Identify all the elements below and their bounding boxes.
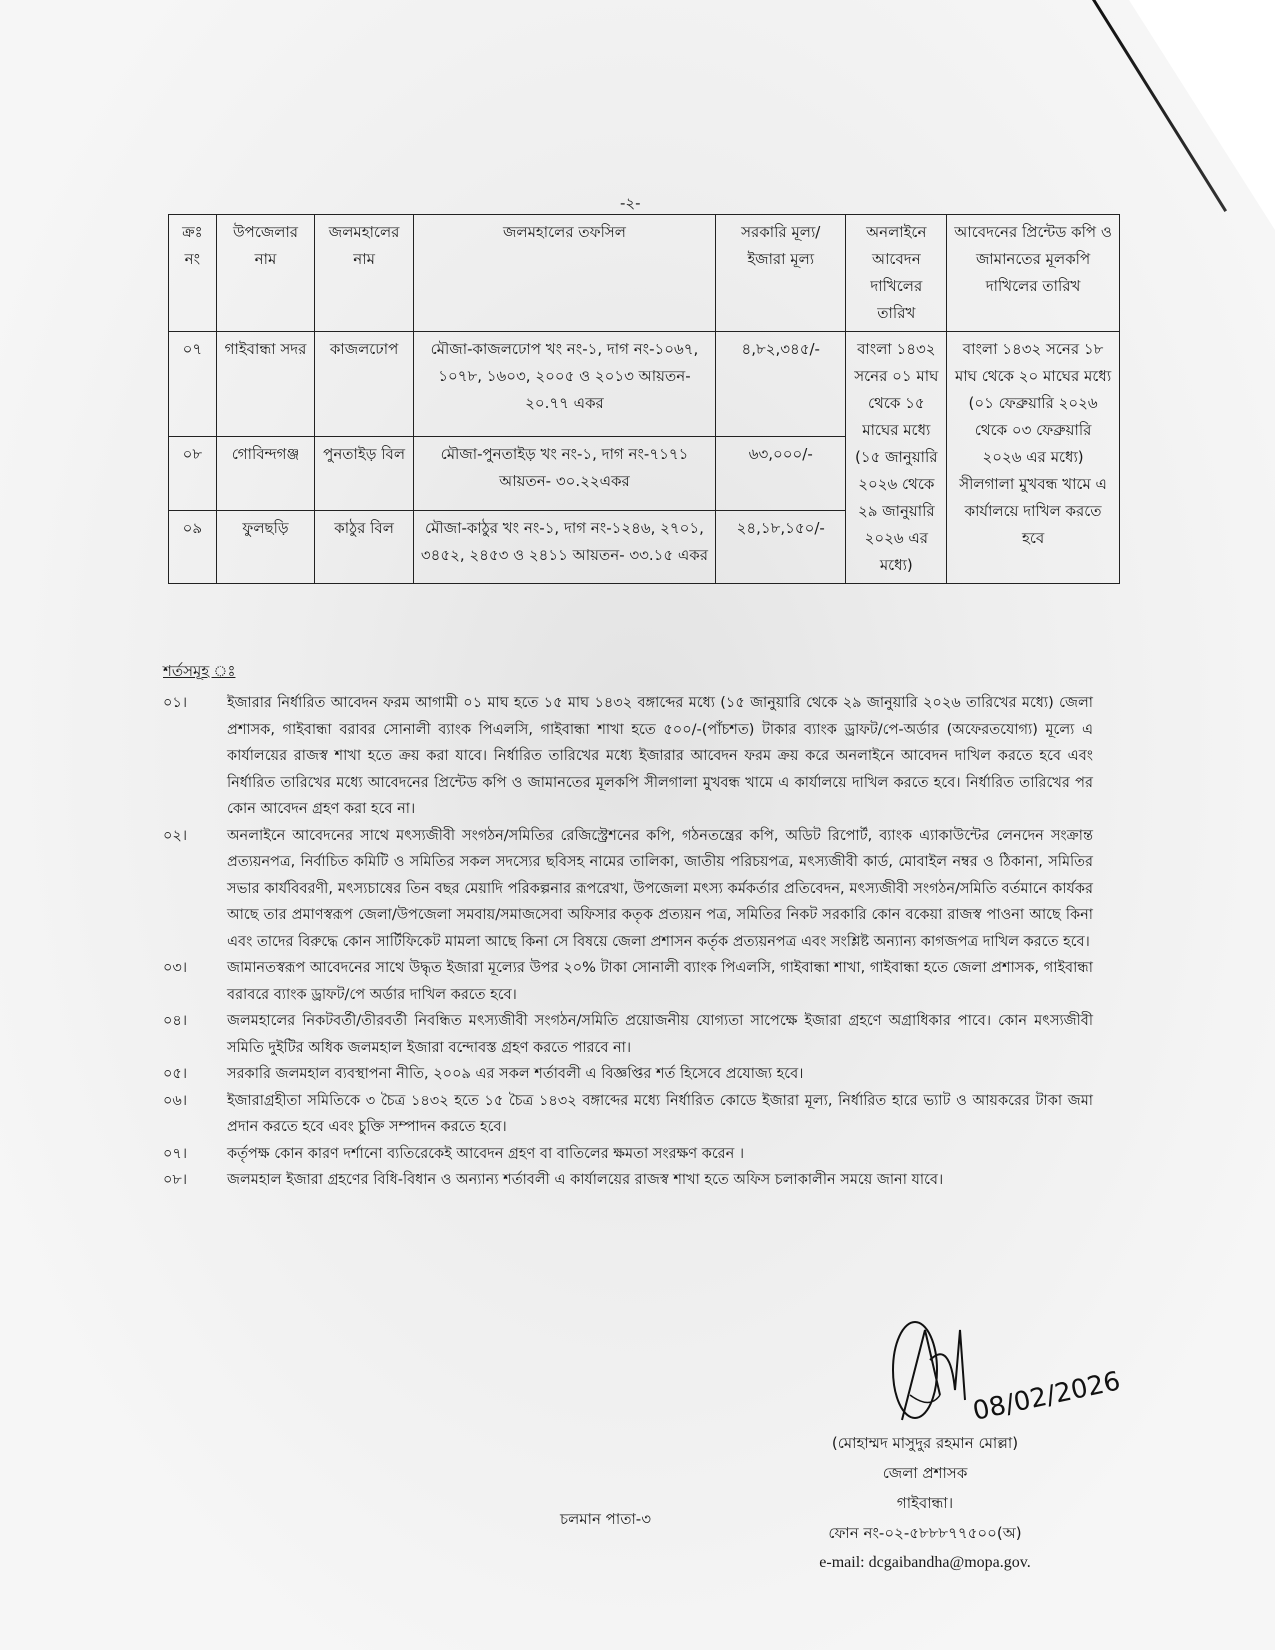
signatory-office: গাইবান্ধা। [896,1494,954,1512]
cell-jalmahal: কাঠুর বিল [315,510,414,584]
cell-price: ২৪,১৮,১৫০/- [716,510,846,584]
term-number: ০৬। [163,1092,188,1109]
signatory-designation: জেলা প্রশাসক [882,1464,968,1482]
continued-page-note: চলমান পাতা-৩ [560,1510,651,1528]
signatory-name: (মোহাম্মদ মাসুদুর রহমান মোল্লা) [831,1434,1019,1452]
cell-upazila: গাইবান্ধা সদর [216,332,315,437]
cell-serial: ০৮ [169,437,217,511]
term-text: জলমহাল ইজারা গ্রহণের বিধি-বিধান ও অন্যান্য শর্তাবলী এ কার্যালয়ের রাজস্ব শাখা হতে অফিস চলাকালীন সময়ে জানা যাবে। [227,1172,944,1188]
term-text: কর্তৃপক্ষ কোন কারণ দর্শানো ব্যতিরেকেই আবেদন গ্রহণ বা বাতিলের ক্ষমতা সংরক্ষণ করেন । [227,1145,745,1162]
cell-details: মৌজা-পুনতাইড় খং নং-১, দাগ নং-৭১৭১ আয়তন- ৩০.২২একর [413,437,715,511]
header-details: জলমহালের তফসিল [413,215,715,332]
term-number: ০৪। [163,1013,188,1029]
cell-jalmahal: পুনতাইড় বিল [315,437,414,511]
term-number: ০২। [163,827,188,844]
cell-upazila: ফুলছড়ি [216,510,315,584]
term-text: অনলাইনে আবেদনের সাথে মৎস্যজীবী সংগঠন/সমিতির রেজিস্ট্রেশনের কপি, গঠনতন্ত্রের কপি, অডিট রিপোর্ট, ব্যাংক এ্যাকাউন্টের লেনদেন সংক্রান্ত প্রত্যয়নপত্র, নির্বাচিত কমিটি ও সমিতির সকল সদস্যের ছবিসহ নামের তালিকা, জাতীয় পরিচয়পত্র, মৎস্যজীবী কার্ড, মোবাইল নম্বর ও ঠিকানা, সমিতির সভার কার্যবিবরণী, মৎস্যচাষের তিন বছর মেয়াদি পরিকল্পনার রূপরেখা, উপজেলা মৎস্য কর্মকর্তার প্রতিবেদন, মৎস্যজীবী সংগঠন/সমিতি বর্তমানে কার্যকর আছে তার প্রমাণস্বরূপ জেলা/উপজেলা সমবায়/সমাজসেবা অফিসার কতৃক প্রত্যয়ন পত্র, সমিতির নিকট সরকারি কোন বকেয়া রাজস্ব পাওনা আছে কিনা এবং তাদের বিরুদ্ধে কোন সার্টিফিকেট মামলা আছে কিনা সে বিষয়ে জেলা প্রশাসন কর্তৃক প্রত্যয়নপত্র এবং সংশ্লিষ্ট অন্যান্য কাগজপত্র দাখিল করতে হবে। [227,827,1093,950]
signatory-email: e-mail: dcgaibandha@mopa.gov. [819,1554,1031,1571]
page-number: -২- [620,194,641,212]
term-item [163,1008,1093,1061]
folded-corner [1035,0,1275,230]
signatory-phone: ফোন নং-০২-৫৮৮৮৭৭৫০০(অ) [828,1524,1022,1542]
header-serial: ক্রঃ নং [169,215,217,332]
term-text: জলমহালের নিকটবর্তী/তীরবর্তী নিবন্ধিত মৎস্যজীবী সংগঠন/সমিতি প্রয়োজনীয় যোগ্যতা সাপেক্ষে ইজারা গ্রহণে অগ্রাধিকার পাবে। কোন মৎস্যজীবী সমিতি দুইটির অধিক জলমহাল ইজারা বন্দোবস্ত গ্রহণ করতে পারবে না। [227,1013,1093,1056]
term-number: ০১। [163,695,188,711]
term-item [163,690,1093,823]
term-text: সরকারি জলমহাল ব্যবস্থাপনা নীতি, ২০০৯ এর সকল শর্তাবলী এ বিজ্ঞপ্তির শর্ত হিসেবে প্রযোজ্য হবে। [227,1066,804,1082]
header-online-date: অনলাইনে আবেদন দাখিলের তারিখ [846,215,947,332]
signatory-block [760,1428,1090,1578]
term-number: ০৩। [163,960,188,976]
term-text: ইজারার নির্ধারিত আবেদন ফরম আগামী ০১ মাঘ হতে ১৫ মাঘ ১৪৩২ বঙ্গাব্দের মধ্যে (১৫ জানুয়ারি থেকে ২৯ জানুয়ারি ২০২৬ তারিখের মধ্যে) জেলা প্রশাসক, গাইবান্ধা বরাবর সোনালী ব্যাংক পিএলসি, গাইবান্ধা শাখা হতে ৫০০/-(পাঁচশত) টাকার ব্যাংক ড্রাফট/পে-অর্ডার (অফেরতযোগ্য) মূল্যে এ কার্যালয়ের রাজস্ব শাখা হতে ক্রয় করা যাবে। নির্ধারিত তারিখের মধ্যে ইজারার আবেদন ফরম ক্রয় করে অনলাইনে আবেদন দাখিল করতে হবে এবং নির্ধারিত তারিখের মধ্যে আবেদনের প্রিন্টেড কপি ও জামানতের মূলকপি সীলগালা মুখবন্ধ খামে এ কার্যালয়ে দাখিল করতে হবে। নির্ধারিত তারিখের পর কোন আবেদন গ্রহণ করা হবে না। [227,695,1093,817]
term-item [163,823,1093,956]
term-text: ইজারাগ্রহীতা সমিতিকে ৩ চৈত্র ১৪৩২ হতে ১৫ চৈত্র ১৪৩২ বঙ্গাব্দের মধ্যে নির্ধারিত কোডে ইজারা মূল্য, নির্ধারিত হারে ভ্যাট ও আয়করের টাকা জমা প্রদান করতে হবে এবং চুক্তি সম্পাদন করতে হবে। [227,1092,1093,1135]
term-item [163,1141,1093,1168]
table-header-row [169,215,1120,332]
term-item [163,955,1093,1008]
terms-list [163,690,1093,1194]
cell-details: মৌজা-কাজলঢোপ খং নং-১, দাগ নং-১০৬৭, ১০৭৮, ১৬০৩, ২০০৫ ও ২০১৩ আয়তন- ২০.৭৭ একর [413,332,715,437]
header-jalmahal: জলমহালের নাম [315,215,414,332]
cell-price: ৪,৮২,৩৪৫/- [716,332,846,437]
header-price: সরকারি মূল্য/ ইজারা মূল্য [716,215,846,332]
cell-submission-date: বাংলা ১৪৩২ সনের ১৮ মাঘ থেকে ২০ মাঘের মধ্যে (০১ ফেব্রুয়ারি ২০২৬ থেকে ০৩ ফেব্রুয়ারি ২০২৬ এর মধ্যে) সীলগালা মুখবন্ধ খামে এ কার্যালয়ে দাখিল করতে হবে [947,332,1120,584]
jalmahal-table [168,214,1120,584]
term-item [163,1088,1093,1141]
cell-jalmahal: কাজলঢোপ [315,332,414,437]
term-item [163,1061,1093,1088]
cell-upazila: গোবিন্দগঞ্জ [216,437,315,511]
header-upazila: উপজেলার নাম [216,215,315,332]
term-number: ০৫। [163,1066,188,1082]
term-number: ০৭। [163,1145,188,1162]
terms-heading: শর্তসমূহ ঃ [163,662,236,680]
header-submission-date: আবেদনের প্রিন্টেড কপি ও জামানতের মূলকপি দাখিলের তারিখ [947,215,1120,332]
cell-serial: ০৯ [169,510,217,584]
cell-details: মৌজা-কাঠুর খং নং-১, দাগ নং-১২৪৬, ২৭০১, ৩৪৫২, ২৪৫৩ ও ২৪১১ আয়তন- ৩৩.১৫ একর [413,510,715,584]
cell-price: ৬৩,০০০/- [716,437,846,511]
term-number: ০৮। [163,1172,188,1188]
cell-online-date: বাংলা ১৪৩২ সনের ০১ মাঘ থেকে ১৫ মাঘের মধ্যে (১৫ জানুয়ারি ২০২৬ থেকে ২৯ জানুয়ারি ২০২৬ এর মধ্যে) [846,332,947,584]
term-item [163,1167,1093,1194]
table-row [169,332,1120,437]
signature-date: 08/02/2026 [970,1366,1124,1427]
term-text: জামানতস্বরূপ আবেদনের সাথে উদ্ধৃত ইজারা মূল্যের উপর ২০% টাকা সোনালী ব্যাংক পিএলসি, গাইবান্ধা শাখা, গাইবান্ধা হতে জেলা প্রশাসক, গাইবান্ধা বরাবরে ব্যাংক ড্রাফট/পে অর্ডার দাখিল করতে হবে। [227,960,1093,1003]
cell-serial: ০৭ [169,332,217,437]
